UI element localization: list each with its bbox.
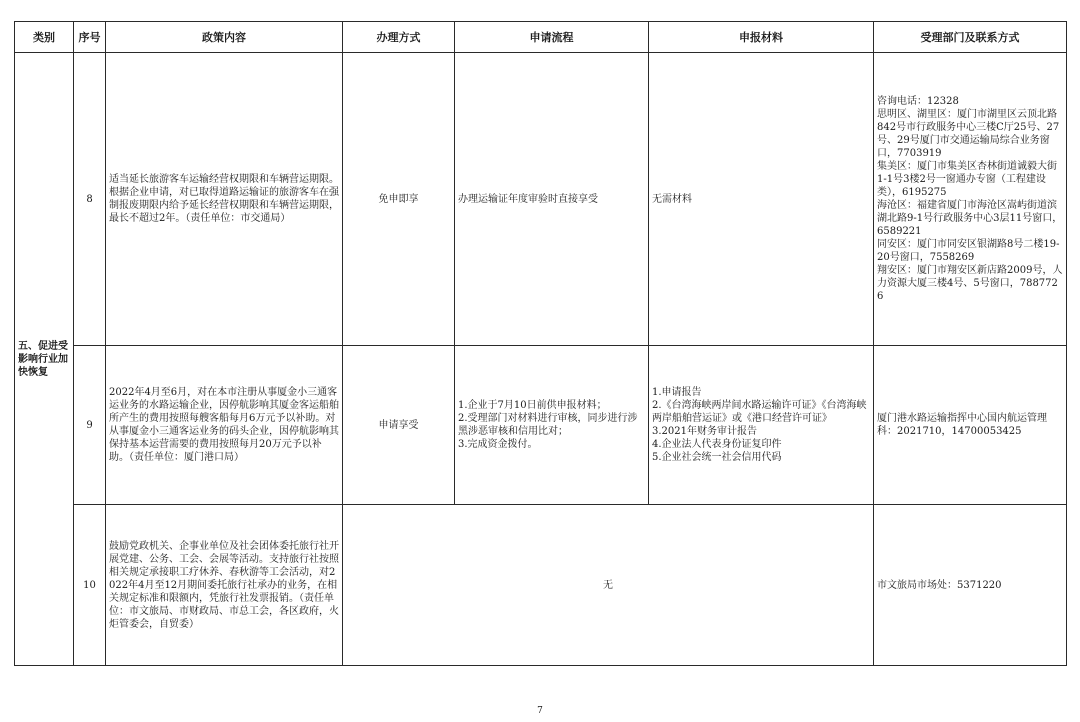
policy-content: 适当延长旅游客车运输经营权期限和车辆营运期限。根据企业申请，对已取得道路运输证的旅游客车在强制报废期限内给予延长经营权期限和车辆营运期限，最长不超过2年。（责任单位：市交通局） <box>106 53 343 346</box>
header-row <box>15 22 1067 53</box>
row-number: 10 <box>74 505 106 666</box>
row-number: 9 <box>74 346 106 505</box>
table-row <box>15 505 1067 666</box>
header-content: 政策内容 <box>106 22 343 53</box>
table-row <box>15 53 1067 346</box>
process-cell: 办理运输证年度审验时直接享受 <box>455 53 649 346</box>
policy-content: 鼓励党政机关、企事业单位及社会团体委托旅行社开展党建、公务、工会、会展等活动。支持旅行社按照相关规定承接职工疗休养、春秋游等工会活动，对2022年4月至12月期间委托旅行社承办的业务，在相关规定标准和限额内，凭旅行社发票报销。（责任单位：市文旅局、市财政局、市总工会，各区政府，火炬管委会，自贸委） <box>106 505 343 666</box>
header-number: 序号 <box>74 22 106 53</box>
materials-cell: 无需材料 <box>649 53 874 346</box>
header-process: 申请流程 <box>455 22 649 53</box>
policy-table <box>14 21 1067 666</box>
contact-cell: 厦门港水路运输指挥中心国内航运管理科：2021710，14700053425 <box>874 346 1067 505</box>
table-row <box>15 346 1067 505</box>
header-contact: 受理部门及联系方式 <box>874 22 1067 53</box>
row-number: 8 <box>74 53 106 346</box>
header-method: 办理方式 <box>343 22 455 53</box>
header-materials: 申报材料 <box>649 22 874 53</box>
category-cell: 五、促进受影响行业加快恢复 <box>15 53 74 666</box>
method-cell: 免申即享 <box>343 53 455 346</box>
method-cell: 申请享受 <box>343 346 455 505</box>
header-category: 类别 <box>15 22 74 53</box>
page-number: 7 <box>537 706 543 716</box>
policy-content: 2022年4月至6月，对在本市注册从事厦金小三通客运业务的水路运输企业，因停航影响其厦金客运船舶所产生的费用按照每艘客船每月6万元予以补助。对从事厦金小三通客运业务的码头企业，因停航影响其保持基本运营需要的费用按照每月20万元予以补助。（责任单位：厦门港口局） <box>106 346 343 505</box>
merged-cell: 无 <box>343 505 874 666</box>
contact-cell: 咨询电话：12328 思明区、湖里区：厦门市湖里区云顶北路842号市行政服务中心三楼C厅25号、27号、29号厦门市交通运输局综合业务窗口，7703919 集美区：厦门市集美区杏林街道诚毅大街1-1号3楼2号一窗通办专窗（工程建设类），6195275 海沧区：福建省厦门市海沧区嵩屿街道滨湖北路9-1号行政服务中心3层11号窗口，6589221 同安区：厦门市同安区银湖路8号二楼19-20号窗口，7558269 翔安区：厦门市翔安区新店路2009号，人力资源大厦三楼4号、5号窗口，7887726 <box>874 53 1067 346</box>
contact-cell: 市文旅局市场处：5371220 <box>874 505 1067 666</box>
materials-cell: 1.申请报告 2.《台湾海峡两岸间水路运输许可证》《台湾海峡两岸船舶营运证》或《港口经营许可证》 3.2021年财务审计报告 4.企业法人代表身份证复印件 5.企业社会统一社会信用代码 <box>649 346 874 505</box>
process-cell: 1.企业于7月10日前供申报材料； 2.受理部门对材料进行审核，同步进行涉黑涉恶审核和信用比对； 3.完成资金拨付。 <box>455 346 649 505</box>
